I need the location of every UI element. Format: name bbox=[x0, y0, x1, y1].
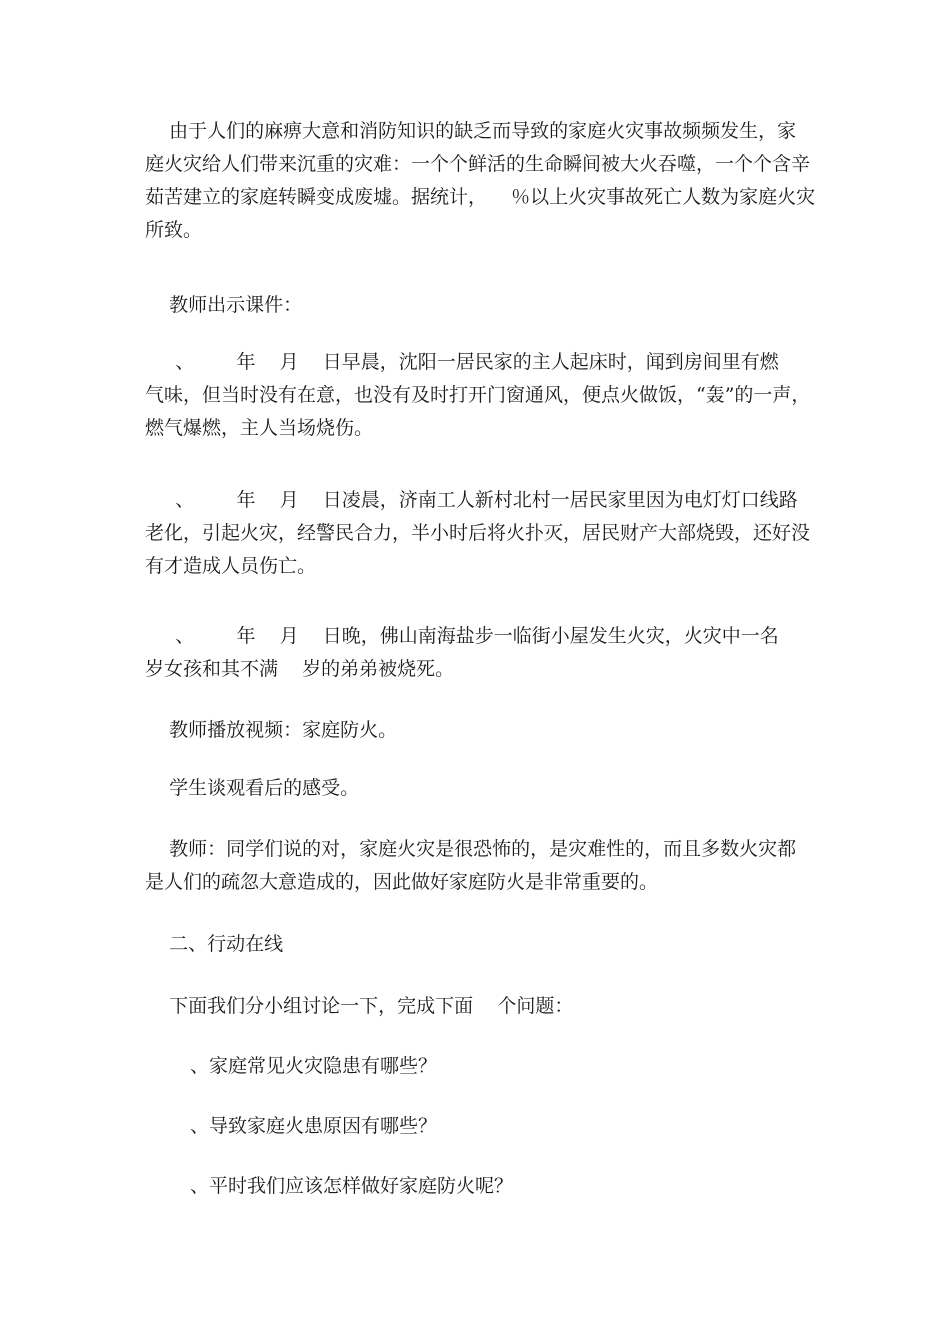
question-item: 、导致家庭火患原因有哪些？ bbox=[190, 1115, 438, 1137]
text-line: 教师播放视频：家庭防火。 bbox=[145, 719, 398, 741]
paragraph-group-discussion bbox=[145, 990, 815, 1023]
text-line: 由于人们的麻痹大意和消防知识的缺乏而导致的家庭火灾事故频频发生，家 bbox=[145, 120, 797, 142]
text-line: 下面我们分小组讨论一下，完成下面 个问题： bbox=[145, 995, 574, 1017]
paragraph-intro bbox=[145, 115, 815, 247]
text-line: 所致。 bbox=[145, 219, 203, 241]
text-line: 教师：同学们说的对，家庭火灾是很恐怖的，是灾难性的，而且多数火灾都 bbox=[145, 838, 797, 860]
text-line: 茹苦建立的家庭转瞬变成废墟。据统计， ％以上火灾事故死亡人数为家庭火灾 bbox=[145, 186, 816, 208]
text-line: 气味，但当时没有在意，也没有及时打开门窗通风，便点火做饭，“轰”的一声， bbox=[145, 384, 811, 406]
paragraph-teacher-summary bbox=[145, 833, 815, 899]
paragraph-student-feedback bbox=[145, 772, 815, 805]
section-heading-action-online bbox=[145, 928, 815, 961]
paragraph-video bbox=[145, 714, 815, 747]
text-line: 二、行动在线 bbox=[145, 933, 284, 955]
text-line: 老化，引起火灾，经警民合力，半小时后将火扑灭，居民财产大部烧毁，还好没 bbox=[145, 522, 811, 544]
text-line: 、 年 月 日晚，佛山南海盐步一临街小屋发生火灾，火灾中一名 bbox=[145, 625, 779, 647]
paragraph-case-1 bbox=[145, 346, 815, 445]
text-line: 教师出示课件： bbox=[145, 294, 303, 316]
question-item: 、家庭常见火灾隐患有哪些？ bbox=[190, 1055, 438, 1077]
text-line: 、 年 月 日凌晨，济南工人新村北村一居民家里因为电灯灯口线路 bbox=[145, 489, 798, 511]
text-line: 学生谈观看后的感受。 bbox=[145, 777, 360, 799]
question-item: 、平时我们应该怎样做好家庭防火呢？ bbox=[190, 1175, 514, 1197]
text-line: 是人们的疏忽大意造成的，因此做好家庭防火是非常重要的。 bbox=[145, 871, 659, 893]
text-line: 、 年 月 日早晨，沈阳一居民家的主人起床时，闻到房间里有燃 bbox=[145, 351, 779, 373]
text-line: 庭火灾给人们带来沉重的灾难：一个个鲜活的生命瞬间被大火吞噬，一个个含辛 bbox=[145, 153, 811, 175]
text-line: 有才造成人员伤亡。 bbox=[145, 555, 317, 577]
paragraph-case-2 bbox=[145, 484, 815, 583]
text-line: 岁女孩和其不满 岁的弟弟被烧死。 bbox=[145, 658, 455, 680]
paragraph-case-3 bbox=[145, 620, 815, 686]
text-line: 燃气爆燃，主人当场烧伤。 bbox=[145, 417, 374, 439]
paragraph-courseware bbox=[145, 289, 815, 322]
